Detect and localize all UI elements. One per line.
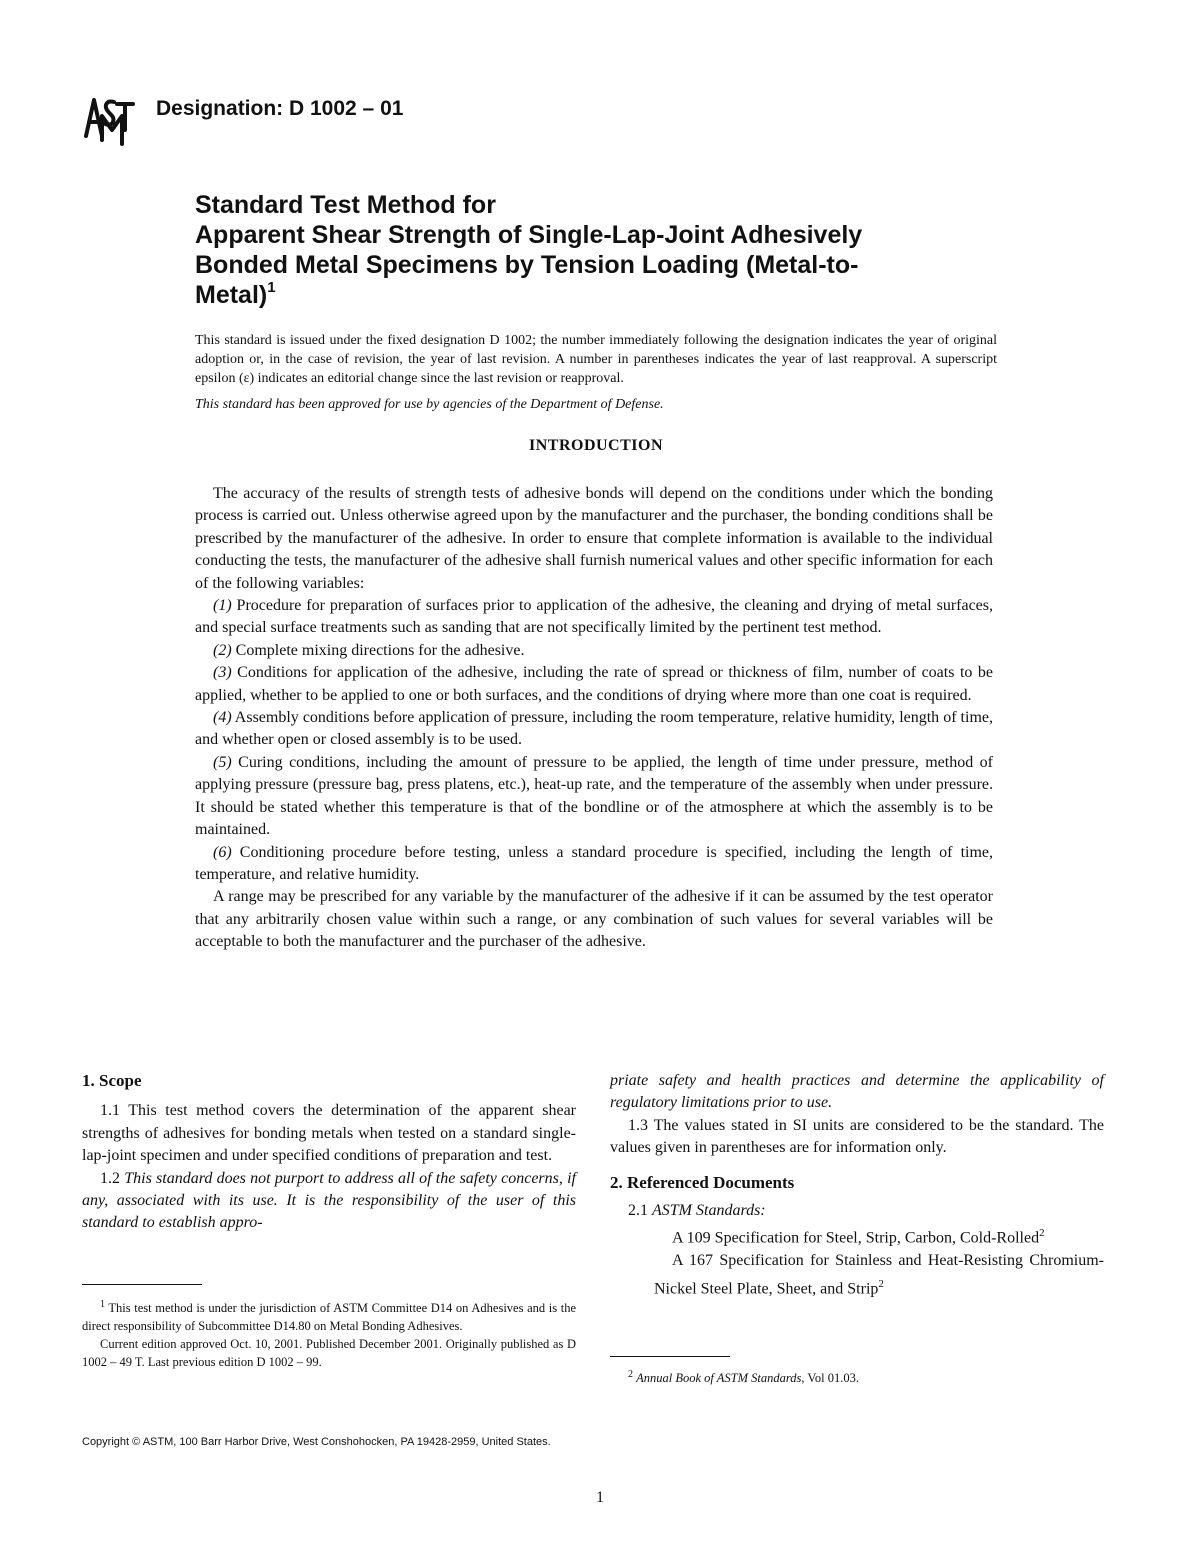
title-line-4: Metal) <box>195 281 268 309</box>
introduction-lead: The accuracy of the results of strength tests of adhesive bonds will depend on the conditions under which the bonding process is carried out. Unless otherwise agreed upon by the manufacturer and the purchaser, the bonding conditions shall be prescribed by the manufacturer of the adhesive. In order to ensure that complete information is available to the individual conducting the tests, the manufacturer of the adhesive shall furnish numerical values and other specific information for each of the following variables: <box>195 485 993 592</box>
intro-item-text: Procedure for preparation of surfaces prior to application of the adhesive, the cleaning and drying of metal surfaces, and special surface treatments such as sanding that are not specifically limited by the pertinent test method. <box>195 597 994 637</box>
intro-item-text: Assembly conditions before application of pressure, including the room temperature, relative humidity, length of time, and whether open or closed assembly is to be used. <box>195 709 993 749</box>
intro-item <box>195 595 993 640</box>
footnote-edition: Current edition approved Oct. 10, 2001. Published December 2001. Originally published as D 1002 – 49 T. Last previous edition D 1002 – 99. <box>82 1337 576 1370</box>
title-line-3: Bonded Metal Specimens by Tension Loading (Metal-to- <box>195 251 859 279</box>
page-number: 1 <box>596 1489 604 1506</box>
reference-mark: 2 <box>878 1277 884 1290</box>
intro-item-number: (2) <box>213 641 232 659</box>
footnote-1-text: This test method is under the jurisdiction of ASTM Committee D14 on Adhesives and is the direct responsibility of Subcommittee D14.80 on Metal Bonding Adhesives. <box>82 1301 576 1334</box>
footnote-2-title: Annual Book of ASTM Standards <box>636 1371 802 1386</box>
footnote-divider <box>82 1284 202 1285</box>
intro-item-number: (6) <box>213 843 232 861</box>
title-footnote-mark: 1 <box>267 278 276 296</box>
intro-item <box>195 662 993 707</box>
subheading-number: 2.1 <box>628 1202 648 1220</box>
scope-1-3: 1.3 The values stated in SI units are considered to be the standard. The values given in parentheses are for information only. <box>610 1116 1104 1157</box>
intro-item <box>195 707 993 752</box>
reference-mark: 2 <box>1039 1227 1045 1240</box>
astm-logo-icon <box>82 92 142 152</box>
intro-item-number: (5) <box>213 753 232 771</box>
introduction-closing: A range may be prescribed for any variable by the manufacturer of the adhesive if it can be assumed by the test operator that any arbitrarily chosen value within such a range, or any combination of such values for several variables will be acceptable to both the manufacturer and the purchaser of the adhesive. <box>195 888 993 951</box>
scope-1-2-text-continued: priate safety and health practices and determine the applicability of regulatory limitations prior to use. <box>610 1072 1104 1112</box>
intro-item-text: Complete mixing directions for the adhesive. <box>235 641 525 659</box>
intro-item-number: (3) <box>213 664 232 682</box>
footnote-2-mark: 2 <box>628 1369 633 1380</box>
reference-a109 <box>632 1222 1104 1250</box>
astm-standards-subheading <box>610 1200 1104 1222</box>
scope-1-2-text: This standard does not purport to address all of the safety concerns, if any, associated with its use. It is the responsibility of the user of this standard to establish appro- <box>82 1169 577 1232</box>
designation: Designation: D 1002 – 01 <box>156 97 404 120</box>
issuance-notice: This standard is issued under the fixed designation D 1002; the number immediately following the designation indicates the year of original adoption or, in the case of revision, the year of last revision. A number in parentheses indicates the year of last reapproval. A superscript epsilon (ε) indicates an editorial change since the last revision or reapproval. <box>195 333 997 386</box>
scope-1-2-continued <box>610 1070 1104 1115</box>
footnote-2-rest: , Vol 01.03. <box>801 1371 859 1386</box>
left-column <box>82 1070 576 1235</box>
intro-item <box>195 842 993 887</box>
intro-item-number: (1) <box>213 597 232 615</box>
intro-item-number: (4) <box>213 709 232 727</box>
intro-item <box>195 640 993 662</box>
title-line-1: Standard Test Method for <box>195 191 496 219</box>
scope-1-1: 1.1 This test method covers the determination of the apparent shear strengths of adhesives for bonding metals when tested on a standard single-lap-joint specimen and under specified conditions of preparation and test. <box>82 1102 576 1165</box>
copyright-line: Copyright © ASTM, 100 Barr Harbor Drive, West Conshohocken, PA 19428-2959, United States. <box>82 1436 551 1448</box>
scope-1-2-number: 1.2 <box>100 1169 120 1187</box>
footnote-divider <box>610 1356 730 1357</box>
footnotes-right <box>610 1366 1104 1387</box>
intro-item-text: Curing conditions, including the amount of pressure to be applied, the length of time under pressure, method of applying pressure (pressure bag, press platens, etc.), heat-up rate, and the temperature of the assembly when under pressure. It should be stated whether this temperature is that of the bondline or of the atmosphere at which the assembly is to be maintained. <box>195 753 994 839</box>
footnotes-left <box>82 1296 576 1371</box>
reference-text: A 109 Specification for Steel, Strip, Carbon, Cold-Rolled <box>672 1229 1040 1247</box>
reference-text: A 167 Specification for Stainless and Heat-Resisting Chromium-Nickel Steel Plate, Sheet, and Strip <box>654 1252 1104 1297</box>
introduction-heading: INTRODUCTION <box>528 437 663 454</box>
footnote-2 <box>610 1366 1104 1387</box>
right-column <box>610 1070 1104 1300</box>
reference-a167 <box>632 1250 1104 1300</box>
referenced-documents-heading: 2. Referenced Documents <box>610 1172 795 1192</box>
scope-heading: 1. Scope <box>82 1071 142 1090</box>
footnote-1-mark: 1 <box>100 1299 105 1310</box>
introduction-body <box>195 483 993 954</box>
intro-item-text: Conditioning procedure before testing, unless a standard procedure is specified, including the length of time, temperature, and relative humidity. <box>195 843 994 883</box>
title-line-2: Apparent Shear Strength of Single-Lap-Joint Adhesively <box>195 221 863 249</box>
intro-item-text: Conditions for application of the adhesive, including the rate of spread or thickness of film, number of coats to be applied, whether to be applied to one or both surfaces, and the conditions of drying where more than one coat is required. <box>195 664 993 704</box>
document-title <box>195 190 1015 310</box>
footnote-1 <box>82 1296 576 1335</box>
intro-item <box>195 752 993 842</box>
scope-1-2 <box>82 1168 576 1235</box>
dod-approval-notice: This standard has been approved for use by agencies of the Department of Defense. <box>195 397 664 412</box>
subheading-label: ASTM Standards: <box>652 1202 766 1220</box>
